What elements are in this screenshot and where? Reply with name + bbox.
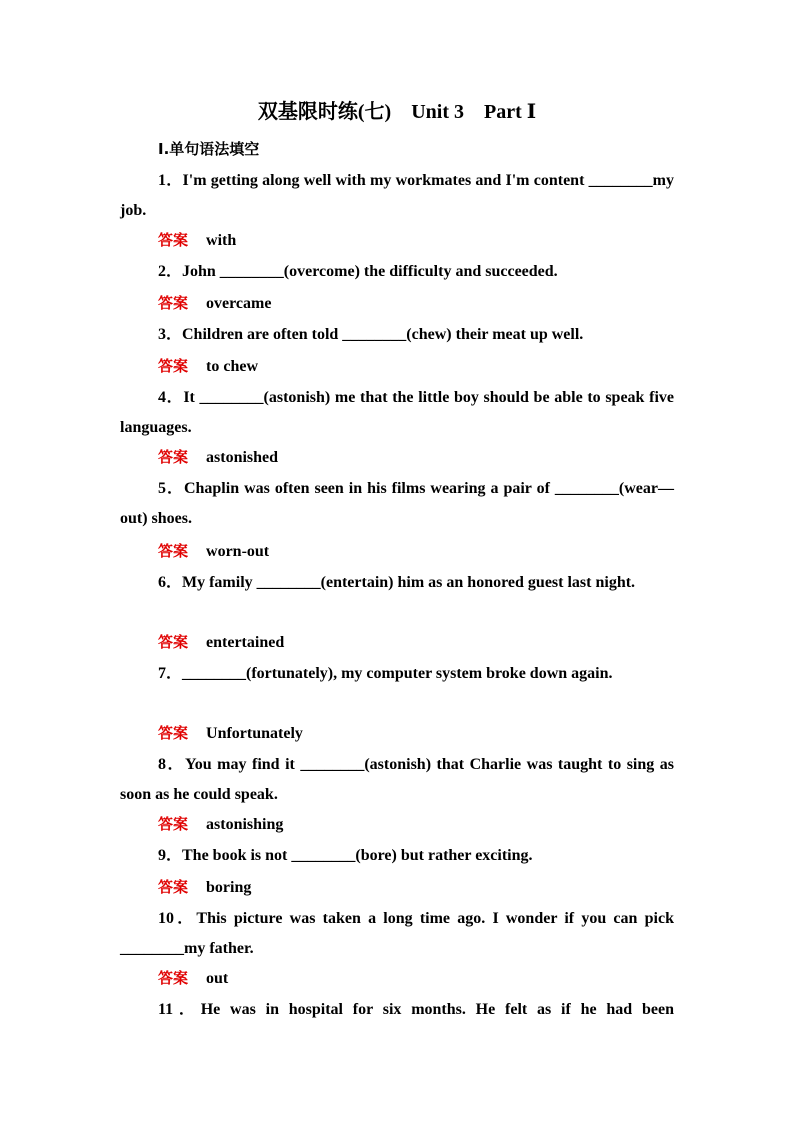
question-9: 9．The book is not ________(bore) but rather exciting. (158, 847, 533, 864)
answer-6 (158, 630, 284, 655)
answer-value: astonished (206, 449, 279, 466)
answer-label: 答案 (158, 878, 189, 896)
answer-value: to chew (206, 358, 258, 375)
answer-8 (158, 812, 283, 837)
answer-label: 答案 (158, 542, 189, 560)
answer-label: 答案 (158, 448, 189, 466)
answer-label: 答案 (158, 231, 189, 249)
answer-value: astonishing (206, 816, 284, 833)
section-heading: Ⅰ.单句语法填空 (158, 140, 260, 158)
question-5: 5．Chaplin was often seen in his films wearing a pair of ________(wear—out) shoes. (120, 480, 674, 527)
answer-label: 答案 (158, 724, 189, 742)
question-10: 10．This picture was taken a long time ago. I wonder if you can pick ________my father. (120, 910, 674, 957)
answer-label: 答案 (158, 969, 189, 987)
question-1: 1．I'm getting along well with my workmates and I'm content ________my job. (120, 172, 674, 219)
answer-value: overcame (206, 295, 272, 312)
question-3: 3．Children are often told ________(chew) their meat up well. (158, 326, 584, 343)
answer-value: worn-out (206, 543, 270, 560)
answer-label: 答案 (158, 357, 189, 375)
answer-2 (158, 291, 271, 316)
question-8: 8．You may find it ________(astonish) that Charlie was taught to sing as soon as he could speak. (120, 756, 674, 803)
answer-10 (158, 966, 228, 991)
answer-3 (158, 354, 258, 379)
question-6: 6．My family ________(entertain) him as an honored guest last night. (158, 574, 636, 591)
answer-value: Unfortunately (206, 725, 303, 742)
question-11: 11．He was in hospital for six months. He felt as if he had been (158, 1001, 674, 1018)
page-title: 双基限时练(七) Unit 3 Part Ⅰ (257, 101, 537, 123)
answer-value: with (206, 232, 237, 249)
question-4: 4．It ________(astonish) me that the little boy should be able to speak five languages. (120, 389, 674, 436)
answer-value: boring (206, 879, 252, 896)
answer-value: entertained (206, 634, 285, 651)
answer-7 (158, 721, 303, 746)
answer-label: 答案 (158, 633, 189, 651)
answer-5 (158, 539, 269, 564)
answer-9 (158, 875, 251, 900)
answer-4 (158, 445, 278, 470)
answer-1 (158, 228, 236, 253)
answer-label: 答案 (158, 294, 189, 312)
answer-label: 答案 (158, 815, 189, 833)
question-7: 7．________(fortunately), my computer system broke down again. (158, 665, 613, 682)
answer-value: out (206, 970, 229, 987)
question-2: 2．John ________(overcome) the difficulty and succeeded. (158, 263, 558, 280)
